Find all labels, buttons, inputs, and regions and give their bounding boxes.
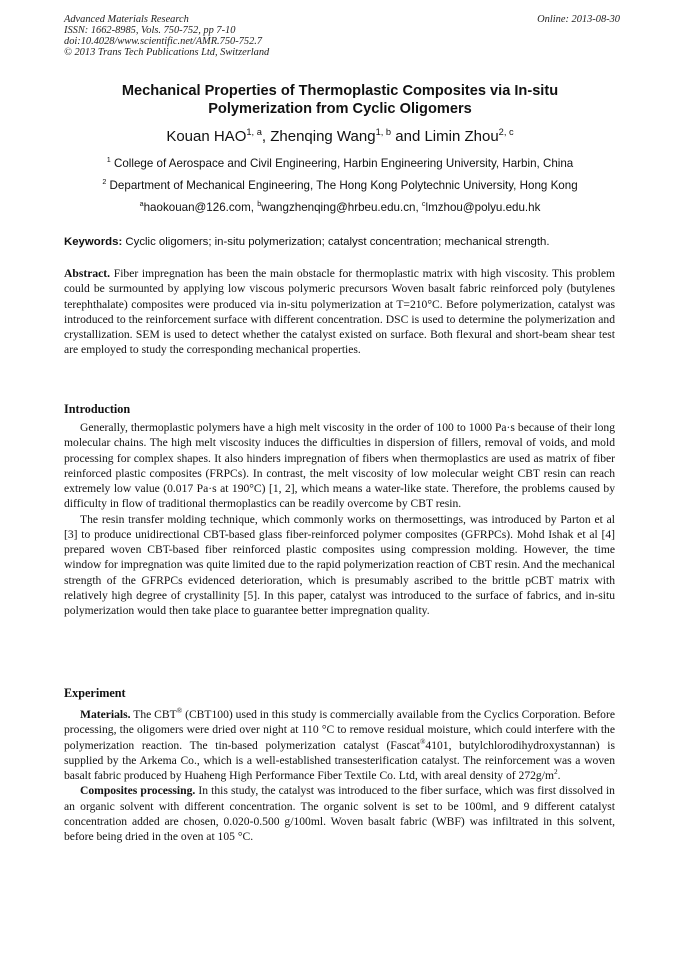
author-affiliation-mark: 1, b <box>375 127 392 137</box>
author-emails <box>20 201 660 215</box>
affiliation-1 <box>20 157 660 171</box>
affiliation-text: Department of Mechanical Engineering, The Hong Kong Polytechnic University, Hong Kong <box>106 179 578 192</box>
email-mark: c <box>421 199 426 209</box>
paper-title <box>40 82 640 118</box>
composites-paragraph <box>64 783 615 844</box>
email-address: haokouan@126.com, <box>143 201 258 214</box>
title-line-2: Polymerization from Cyclic Oligomers <box>208 101 472 117</box>
abstract-text: Fiber impregnation has been the main obstacle for thermoplastic matrix with high viscosity. This problem could be surmounted by applying low viscous polymeric precursors Woven basalt fabric reinforced poly (butylenes terephthalate) composites were produced via in-situ polymerization at T=210°C. Before polymerization, catalyst was introduced to the reinforcement surface with different concentration. DSC is used to determine the polymerization and crystallization. SEM is used to detect whether the catalyst existed on surface. Both flexural and short-beam shear test are employed to study the corresponding mechanical properties. <box>64 267 615 357</box>
journal-doi: doi:10.4028/www.scientific.net/AMR.750-752.7 <box>64 36 263 47</box>
email-mark: b <box>257 199 262 209</box>
materials-paragraph <box>64 707 615 783</box>
journal-name: Advanced Materials Research <box>64 14 189 25</box>
email-address: lmzhou@polyu.edu.hk <box>425 201 541 214</box>
composites-text: In this study, the catalyst was introduced to the fiber surface, which was first dissolved in an organic solvent with different concentration. The organic solvent is set to be 100ml, and 9 different catalyst concentration added are chosen, 0.020-0.500 g/100ml. Woven basalt fabric (WBF) was infiltrated in this solvent, before being dried in the oven at 105 °C. <box>64 784 615 843</box>
introduction-body <box>64 420 615 618</box>
introduction-paragraph-1: Generally, thermoplastic polymers have a high melt viscosity in the order of 100 to 1000 Pa·s because of their long molecular chains. The high melt viscosity induces the difficulties in dispersion of fillers, removal of voids, and mold processing for complex shapes. It also hinders impregnation of fibers when thermoplastics are used as matrix of fiber reinforced plastic composites (FRPCs). In contrast, the melt viscosity of low molecular weight CBT resin can reach extremely low value (0.017 Pa·s at 190°C) [1, 2], which means a water-like state. Therefore, the problems caused by difficulty in flow of traditional thermoplastics can be readily overcome by CBT resin. <box>64 421 615 511</box>
materials-text: . <box>557 769 561 782</box>
title-line-1: Mechanical Properties of Thermoplastic Composites via In-situ <box>121 83 559 99</box>
keywords-text: Cyclic oligomers; in-situ polymerization; catalyst concentration; mechanical strength. <box>122 236 550 248</box>
keywords-label: Keywords: <box>64 236 123 248</box>
introduction-paragraph-2: The resin transfer molding technique, which commonly works on thermosettings, was introduced by Parton et al [3] to produce unidirectional CBT-based glass fiber-reinforced polymer composites (GFRPCs). Mohd Ishak et al [4] prepared woven CBT-based fiber reinforced plastic composites using compression molding. However, the time window for impregnation was quite limited due to the rapid polymerization reaction of CBT resin. And the mechanical strength of the GFRPCs evidenced deterioration, which is presumably ascribed to the brittle pCBT matrix with relatively high degree of crystallinity [5]. In this paper, catalyst was introduced to the surface of fabrics, and in-situ polymerization would then take place to guarantee better impregnation quality. <box>64 512 615 617</box>
email-address: wangzhenqing@hrbeu.edu.cn, <box>261 201 422 214</box>
author-name: Zhenqing Wang <box>270 128 376 145</box>
author-list <box>20 128 660 146</box>
keywords <box>64 235 620 249</box>
author-affiliation-mark: 2, c <box>498 127 514 137</box>
materials-text: The CBT <box>130 708 177 721</box>
introduction-heading: Introduction <box>64 402 131 416</box>
affiliation-text: College of Aerospace and Civil Engineering, Harbin Engineering University, Harbin, China <box>110 157 574 170</box>
author-separator: , <box>261 128 271 145</box>
online-date: Online: 2013-08-30 <box>537 14 620 25</box>
affiliation-number: 2 <box>102 177 107 187</box>
materials-text: 4101, butylchlorodihydroxystannan) is supplied by the Arkema Co., which is a well-established transesterification catalyst. The reinforcement was a woven basalt fabric produced by Huaheng High Performance Fiber Textile Co. Ltd, with areal density of 272g/m <box>64 738 615 782</box>
materials-label: Materials. <box>80 708 131 721</box>
email-mark: a <box>139 199 144 209</box>
journal-issn: ISSN: 1662-8985, Vols. 750-752, pp 7-10 <box>64 25 236 36</box>
author-name: Kouan HAO <box>166 128 247 145</box>
experiment-heading: Experiment <box>64 686 126 700</box>
materials-text: (CBT100) used in this study is commercially available from the Cyclics Corporation. Before processing, the oligomers were dried over night at 110 °C to remove residual moisture, which could interfere with the polymerization reaction. The tin-based polymerization catalyst (Fascat <box>64 708 615 752</box>
registered-mark: ® <box>176 707 183 716</box>
abstract <box>64 266 615 358</box>
registered-mark: ® <box>419 737 426 746</box>
experiment-body <box>64 707 615 844</box>
author-affiliation-mark: 1, a <box>246 127 262 137</box>
affiliation-number: 1 <box>106 155 111 165</box>
author-name: Limin Zhou <box>424 128 499 145</box>
superscript-exponent: 2 <box>553 768 558 777</box>
journal-copyright: © 2013 Trans Tech Publications Ltd, Switzerland <box>64 47 270 58</box>
abstract-label: Abstract. <box>64 267 111 280</box>
journal-header <box>64 14 620 58</box>
affiliation-2 <box>20 179 660 193</box>
author-separator: and <box>391 128 425 145</box>
composites-label: Composites processing. <box>80 784 196 798</box>
